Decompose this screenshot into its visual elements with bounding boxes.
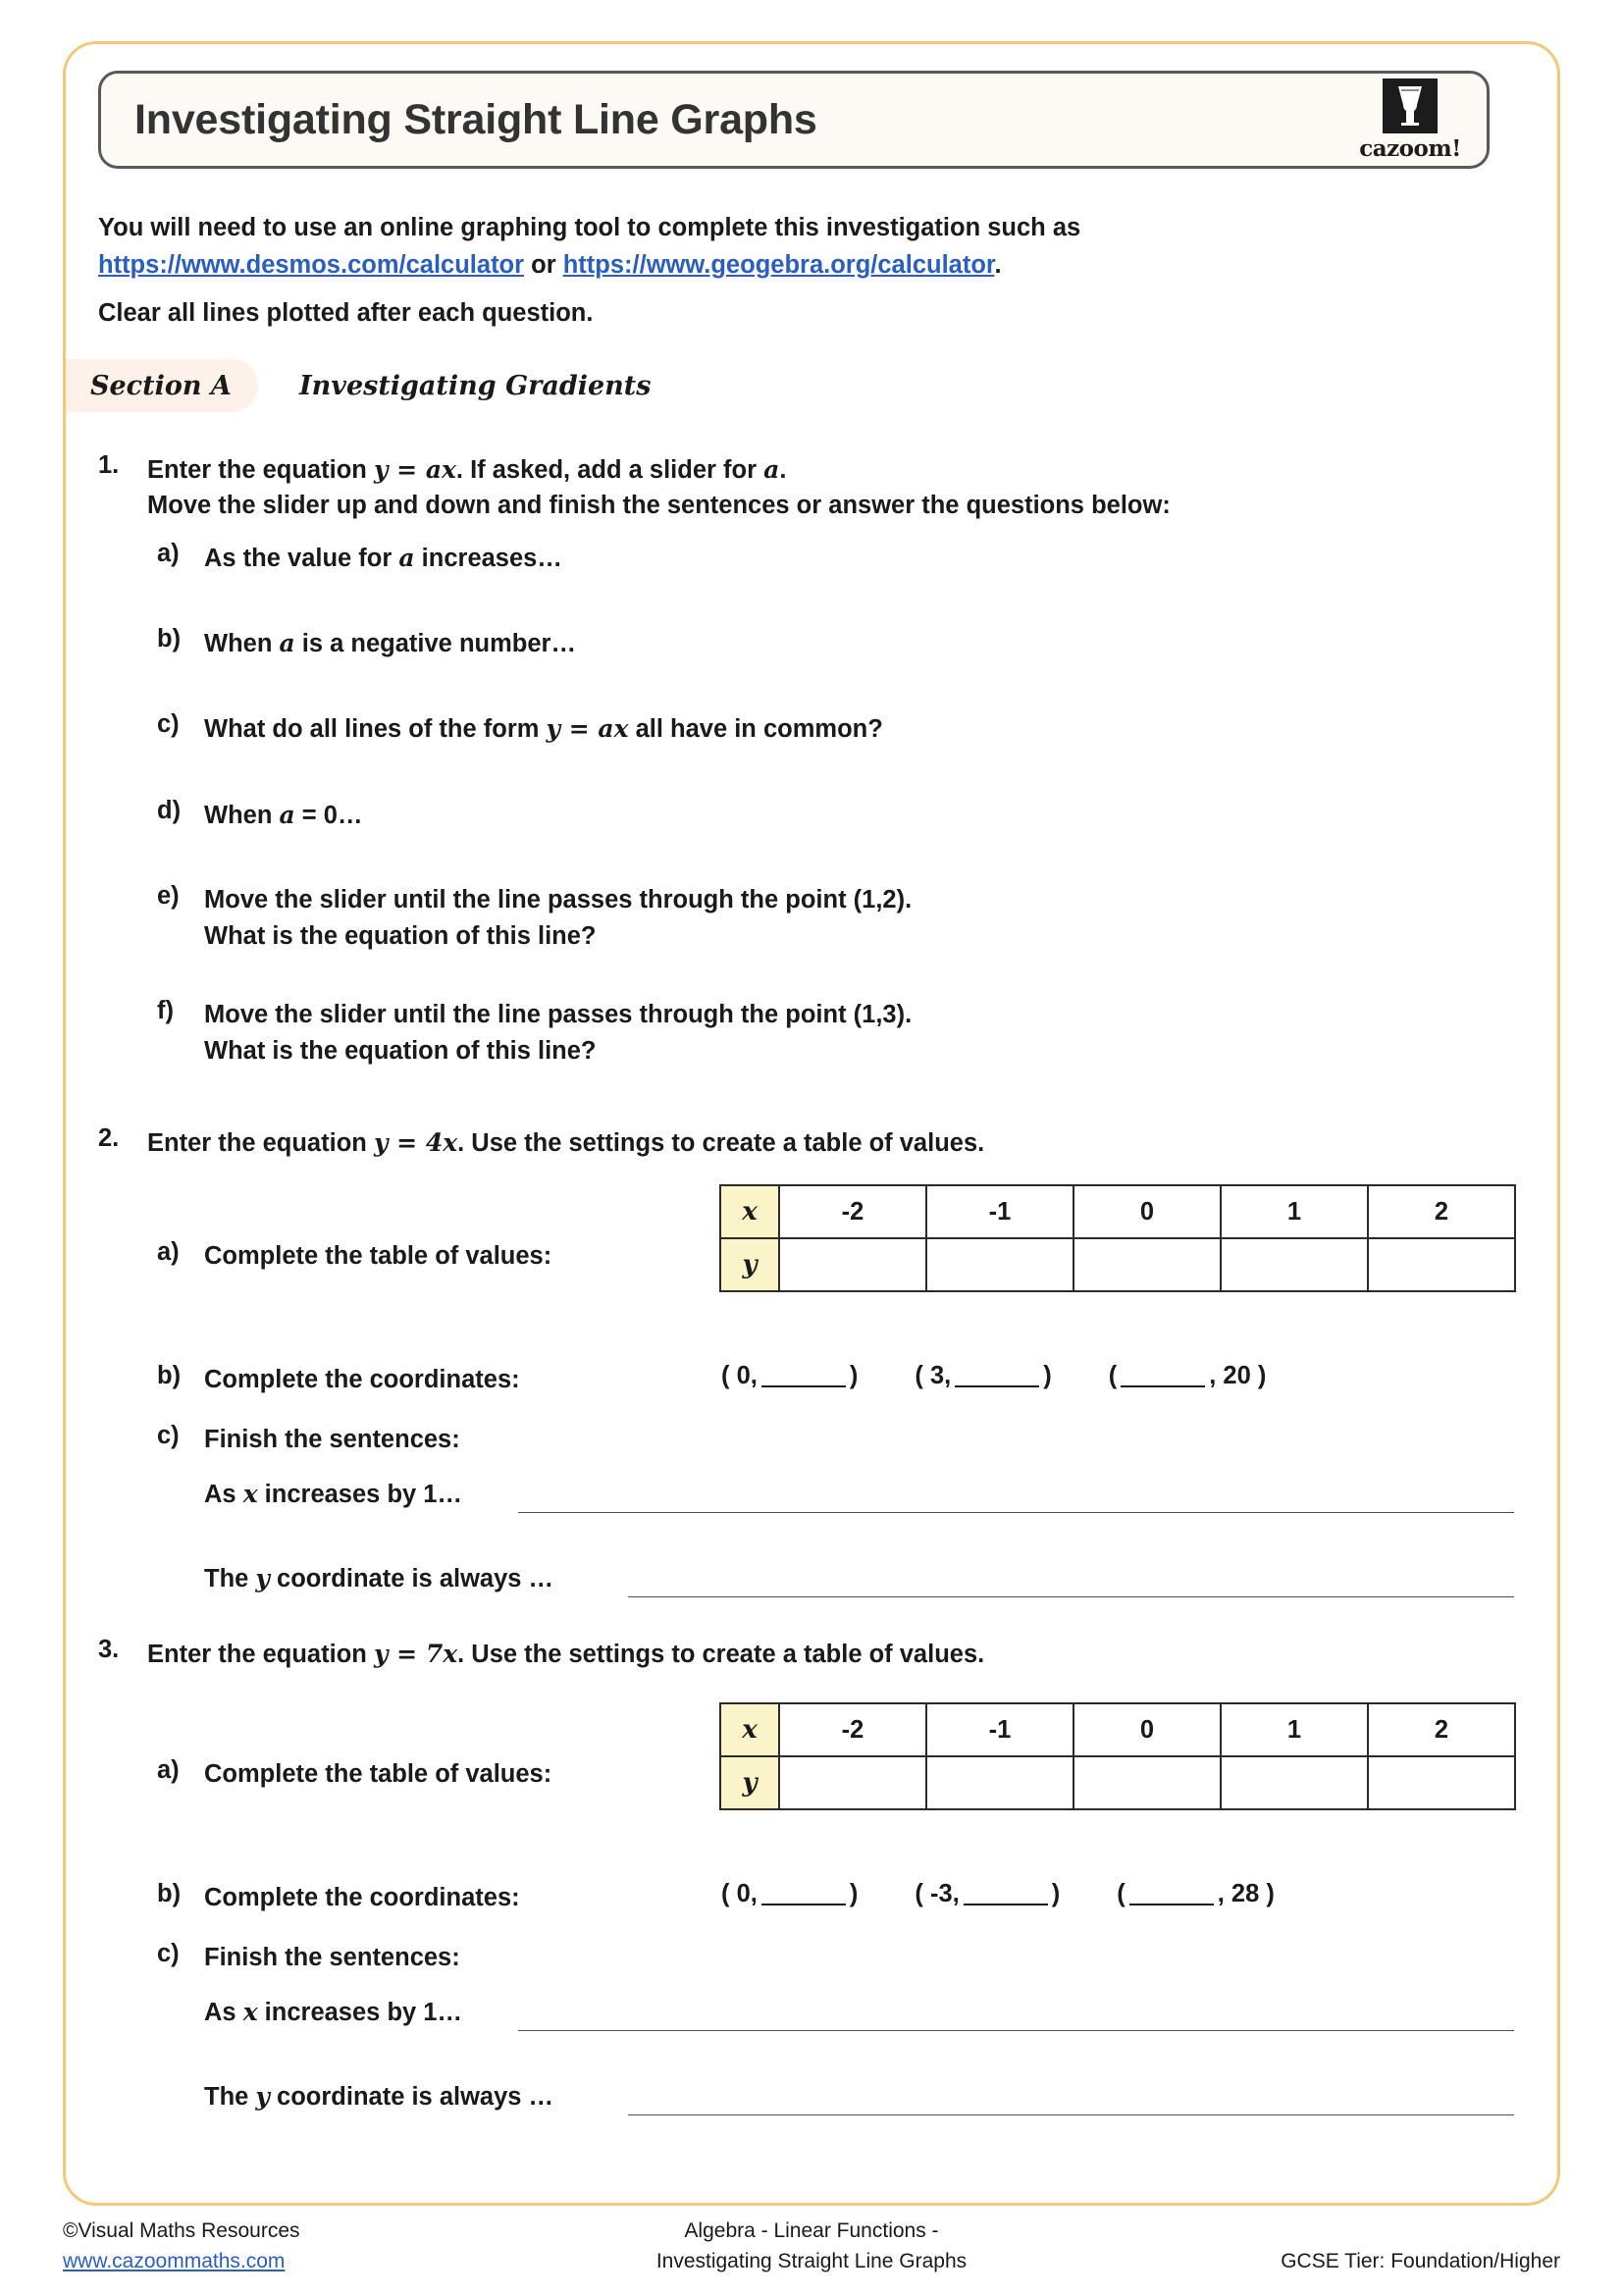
q3-y-cell-0[interactable] (779, 1756, 926, 1809)
q3-y-cell-4[interactable] (1368, 1756, 1515, 1809)
q3-answer-line-2[interactable] (628, 2114, 1514, 2115)
q2-coord-2: ( 3, ) (915, 1362, 1052, 1389)
logo-wordmark: cazoom! (1359, 134, 1461, 162)
intro-paragraph (98, 209, 1472, 284)
q2-values-table (719, 1184, 1516, 1292)
q1e-letter: e) (157, 882, 180, 910)
q3-sentence-1: As x increases by 1… (204, 1998, 462, 2026)
q3-y-cell-1[interactable] (926, 1756, 1073, 1809)
q3-answer-line-1[interactable] (518, 2030, 1514, 2031)
q1-stem-math: y = ax (373, 455, 456, 484)
q1-stem-math2: a (763, 455, 780, 484)
q2c-letter: c) (157, 1422, 180, 1449)
q2b-text: Complete the coordinates: (204, 1366, 520, 1393)
q2-sentence-1: As x increases by 1… (204, 1480, 462, 1508)
q3c-text: Finish the sentences: (204, 1944, 460, 1971)
q2-coord-1-blank[interactable] (761, 1366, 846, 1387)
intro-period: . (994, 251, 1002, 279)
q3c-letter: c) (157, 1940, 180, 1967)
q1-number: 1. (98, 451, 120, 479)
q2-coord-1: ( 0, ) (721, 1362, 859, 1389)
section-title: Investigating Gradients (299, 371, 652, 401)
q3b-text: Complete the coordinates: (204, 1884, 520, 1911)
table-row-y (720, 1238, 1515, 1291)
page-title: Investigating Straight Line Graphs (134, 95, 817, 143)
table-row-x (720, 1703, 1515, 1756)
hourglass-icon (1383, 78, 1438, 133)
footer-copyright: ©Visual Maths Resources (63, 2219, 300, 2242)
table-row-x (720, 1185, 1515, 1238)
q3-values-table (719, 1702, 1516, 1810)
q3-coordinates (721, 1880, 1275, 1908)
q1b-letter: b) (157, 625, 182, 652)
q1d-letter: d) (157, 797, 182, 824)
q2-y-cell-1[interactable] (926, 1238, 1073, 1291)
geogebra-link[interactable]: https://www.geogebra.org/calculator (562, 251, 995, 279)
q3-x-cell-3: 1 (1221, 1703, 1368, 1756)
q3-stem: Enter the equation y = 7x. Use the settings to create a table of values. (147, 1640, 985, 1668)
q3-coord-2: ( -3, ) (915, 1880, 1061, 1907)
q1-stem-line2: Move the slider up and down and finish the sentences or answer the questions below: (147, 492, 1171, 519)
q3a-text: Complete the table of values: (204, 1760, 552, 1788)
q2-x-cell-4: 2 (1368, 1185, 1515, 1238)
q3-x-header: x (720, 1703, 779, 1756)
q3a-letter: a) (157, 1756, 180, 1784)
q3-number: 3. (98, 1636, 120, 1663)
footer-topic-line2: Investigating Straight Line Graphs (655, 2250, 968, 2272)
desmos-link[interactable]: https://www.desmos.com/calculator (98, 251, 525, 279)
q2-coordinates (721, 1362, 1266, 1390)
title-box (98, 71, 1490, 169)
footer (0, 2216, 1623, 2296)
q2-coord-2-blank[interactable] (955, 1366, 1039, 1387)
intro-clear-lines: Clear all lines plotted after each question. (98, 299, 594, 327)
q2-stem: Enter the equation y = 4x. Use the settings to create a table of values. (147, 1128, 985, 1157)
q2b-letter: b) (157, 1362, 182, 1389)
q2-x-header: x (720, 1185, 779, 1238)
footer-website-link[interactable]: www.cazoommaths.com (63, 2250, 286, 2272)
q1e-text-line1: Move the slider until the line passes through the point (1,2). (204, 886, 913, 913)
q1b-text: When a is a negative number… (204, 629, 576, 657)
q3-sentence-2: The y coordinate is always … (204, 2082, 554, 2111)
q2a-letter: a) (157, 1238, 180, 1266)
q3-y-header: y (720, 1756, 779, 1809)
q2-answer-line-2[interactable] (628, 1596, 1514, 1597)
q3-y-cell-2[interactable] (1073, 1756, 1221, 1809)
q1e-text-line2: What is the equation of this line? (204, 922, 597, 950)
q1-stem-line1 (147, 451, 786, 489)
q2-x-cell-1: -1 (926, 1185, 1073, 1238)
q2-y-header: y (720, 1238, 779, 1291)
q1c-text: What do all lines of the form y = ax all have in common? (204, 714, 883, 743)
q2-x-cell-0: -2 (779, 1185, 926, 1238)
q1f-text-line2: What is the equation of this line? (204, 1037, 597, 1065)
q3-x-cell-4: 2 (1368, 1703, 1515, 1756)
q2c-text: Finish the sentences: (204, 1426, 460, 1453)
q3-x-cell-2: 0 (1073, 1703, 1221, 1756)
q3-coord-1-blank[interactable] (761, 1884, 846, 1905)
q3-coord-3-blank[interactable] (1129, 1884, 1214, 1905)
hourglass-glyph (1393, 83, 1427, 129)
q1a-text: As the value for a increases… (204, 544, 562, 572)
q2-coord-3: ( , 20 ) (1108, 1362, 1267, 1389)
intro-line1-text: You will need to use an online graphing tool to complete this investigation such as (98, 214, 1081, 241)
q2-y-cell-0[interactable] (779, 1238, 926, 1291)
footer-tier: GCSE Tier: Foundation/Higher (1281, 2250, 1560, 2272)
q1f-text-line1: Move the slider until the line passes through the point (1,3). (204, 1001, 913, 1028)
q2-sentence-2: The y coordinate is always … (204, 1564, 554, 1592)
q1f-letter: f) (157, 997, 174, 1024)
q2-y-cell-2[interactable] (1073, 1238, 1221, 1291)
q3-coord-1: ( 0, ) (721, 1880, 859, 1907)
q3-coord-3: ( , 28 ) (1117, 1880, 1275, 1907)
q2-y-cell-3[interactable] (1221, 1238, 1368, 1291)
intro-between: or (524, 251, 563, 279)
section-label: Section A (90, 371, 232, 401)
q3-x-cell-1: -1 (926, 1703, 1073, 1756)
q1-stem-c: . (779, 456, 787, 484)
q2-coord-3-blank[interactable] (1121, 1366, 1205, 1387)
q1d-text: When a = 0… (204, 801, 363, 829)
q1-stem-b: . If asked, add a slider for (455, 456, 764, 484)
q3-y-cell-3[interactable] (1221, 1756, 1368, 1809)
q1c-letter: c) (157, 710, 180, 738)
q3-x-cell-0: -2 (779, 1703, 926, 1756)
q2-number: 2. (98, 1124, 120, 1152)
q1-stem-a: Enter the equation (147, 456, 374, 484)
table-row-y (720, 1756, 1515, 1809)
q1a-letter: a) (157, 540, 180, 567)
q2-answer-line-1[interactable] (518, 1512, 1514, 1513)
q2-y-cell-4[interactable] (1368, 1238, 1515, 1291)
q3-coord-2-blank[interactable] (964, 1884, 1048, 1905)
q2-x-cell-2: 0 (1073, 1185, 1221, 1238)
q2a-text: Complete the table of values: (204, 1242, 552, 1270)
footer-topic-line1: Algebra - Linear Functions - (684, 2219, 939, 2242)
q2-x-cell-3: 1 (1221, 1185, 1368, 1238)
cazoom-logo (1359, 78, 1461, 162)
q3b-letter: b) (157, 1880, 182, 1907)
